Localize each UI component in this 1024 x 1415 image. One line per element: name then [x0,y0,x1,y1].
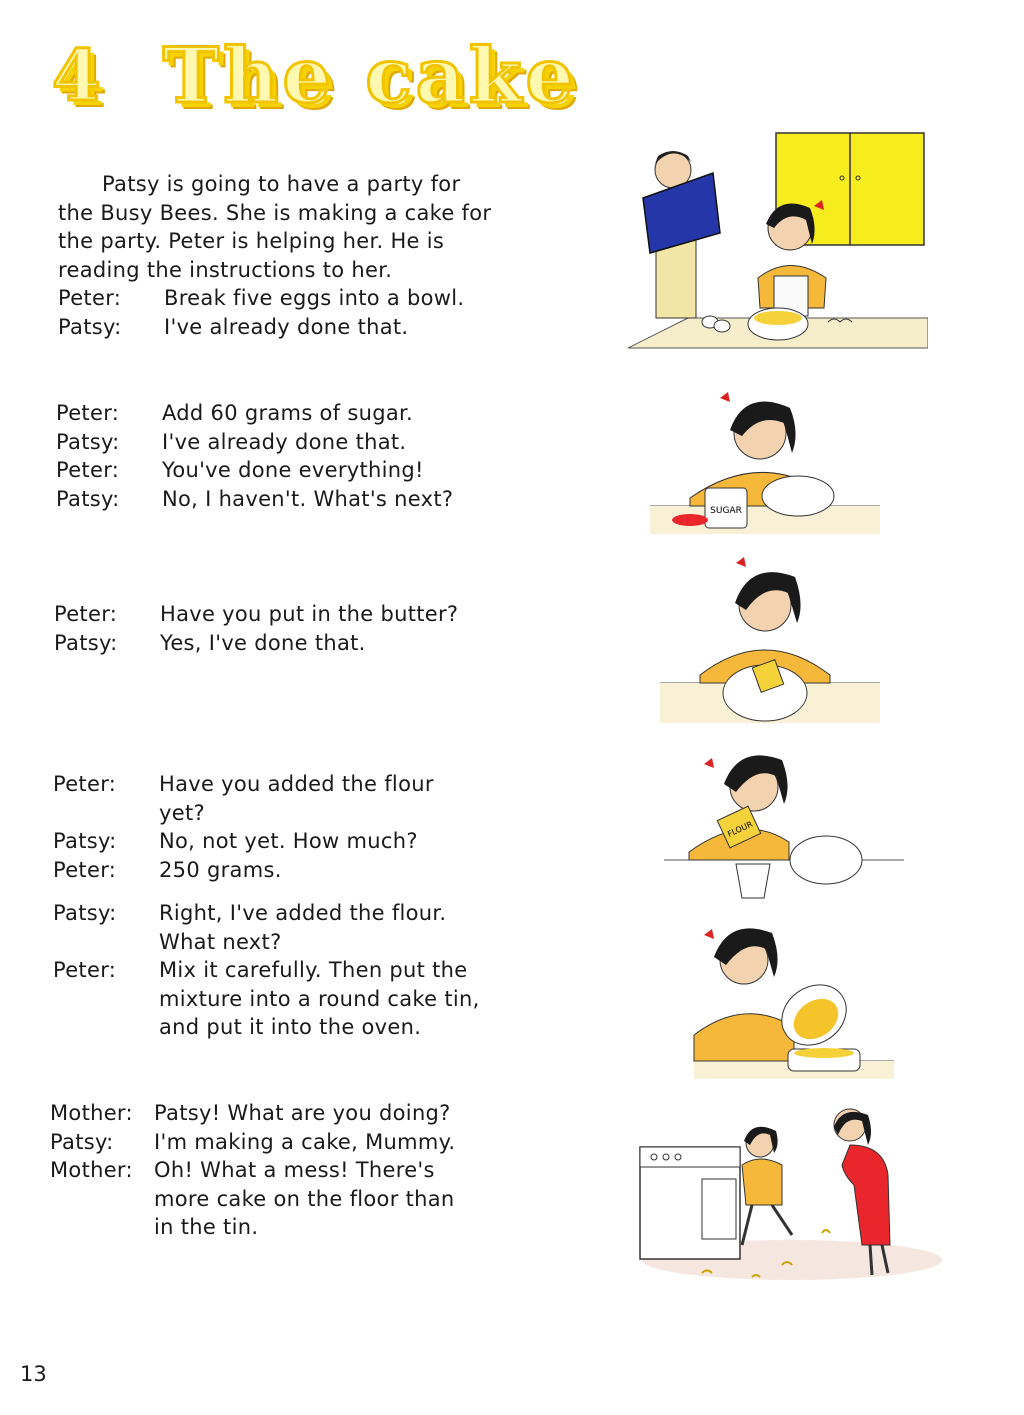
speech-text: Right, I've added the flour. What next? [159,901,447,954]
illustration-sugar [650,378,880,538]
speech-text: You've done everything! [162,458,424,482]
page-title [52,30,578,120]
dialogue-block-2 [56,399,516,513]
intro-paragraph: Patsy is going to have a party for the Busy Bees. She is making a cake for the party. Peter is helping her. He is reading the instructions to her. [58,172,492,282]
dialogue-line [58,284,518,313]
speaker-label: Patsy: [54,630,118,655]
bowl-icon [790,836,862,884]
speaker-label: Peter: [56,401,120,425]
speaker-label: Peter: [58,286,122,310]
speaker-label: Patsy: [56,486,120,511]
speaker-label: Patsy: [50,1129,114,1154]
dialogue-line [53,856,503,885]
dialogue-line [53,770,503,827]
mother-dress [842,1145,890,1245]
speaker-label: Peter: [53,958,117,982]
speech-text: Have you added the flour yet? [159,772,434,825]
illustration-mess [632,1105,942,1290]
speaker-label: Patsy: [56,429,120,454]
dialogue-line [56,399,516,428]
dialogue-line [50,1128,510,1157]
spacer [53,884,503,899]
flour-bag-label: FLOUR [726,819,754,839]
speaker-label: Peter: [56,458,120,482]
speech-text: Mix it carefully. Then put the mixture into a round cake tin, and put it into the oven. [159,958,480,1039]
speech-text: Oh! What a mess! There's more cake on the floor than in the tin. [154,1158,455,1239]
dialogue-block-1 [58,284,518,341]
lesson-number: 4 [52,33,105,117]
illustration-pouring [664,915,894,1080]
dialogue-line [54,629,514,658]
speech-text: I'm making a cake, Mummy. [154,1129,456,1154]
speech-text: I've already done that. [164,314,409,339]
illustration-flour [664,742,904,902]
bowl-icon [762,476,834,516]
speaker-label: Patsy: [53,829,117,853]
speech-text: Have you put in the butter? [160,602,459,626]
dialogue-line [53,956,503,1042]
speech-text: Patsy! What are you doing? [154,1101,451,1125]
speaker-label: Patsy: [58,314,122,339]
page-number: 13 [20,1362,47,1386]
speaker-label: Mother: [50,1101,133,1125]
speech-text: No, not yet. How much? [159,829,418,853]
lesson-title: The cake [162,30,578,120]
dialogue-line [53,899,503,956]
speaker-label: Mother: [50,1158,133,1182]
book-icon [643,173,720,253]
dialogue-line [53,827,503,856]
speech-text: Yes, I've done that. [160,630,366,655]
measuring-jug-icon [736,864,770,898]
speech-text: Add 60 grams of sugar. [162,401,413,425]
speaker-label: Peter: [53,857,117,882]
illustration-butter [660,555,880,730]
speech-text: I've already done that. [162,429,407,454]
illustration-eggs [628,128,928,353]
dialogue-line [54,600,514,629]
speech-text: Break five eggs into a bowl. [164,286,465,310]
dialogue-block-4 [53,770,503,1042]
dialogue-line [56,456,516,485]
dialogue-block-3 [54,600,514,657]
speaker-label: Patsy: [53,901,117,925]
dialogue-line [56,485,516,514]
sugar-jar-label: SUGAR [710,506,742,516]
speaker-label: Peter: [54,602,118,626]
dialogue-line [50,1099,510,1128]
speech-text: 250 grams. [159,857,282,882]
dialogue-line [58,313,518,342]
speech-text: No, I haven't. What's next? [162,486,454,511]
speaker-label: Peter: [53,772,117,796]
dialogue-block-5 [50,1099,510,1242]
dialogue-line [50,1156,510,1242]
dialogue-line [56,428,516,457]
